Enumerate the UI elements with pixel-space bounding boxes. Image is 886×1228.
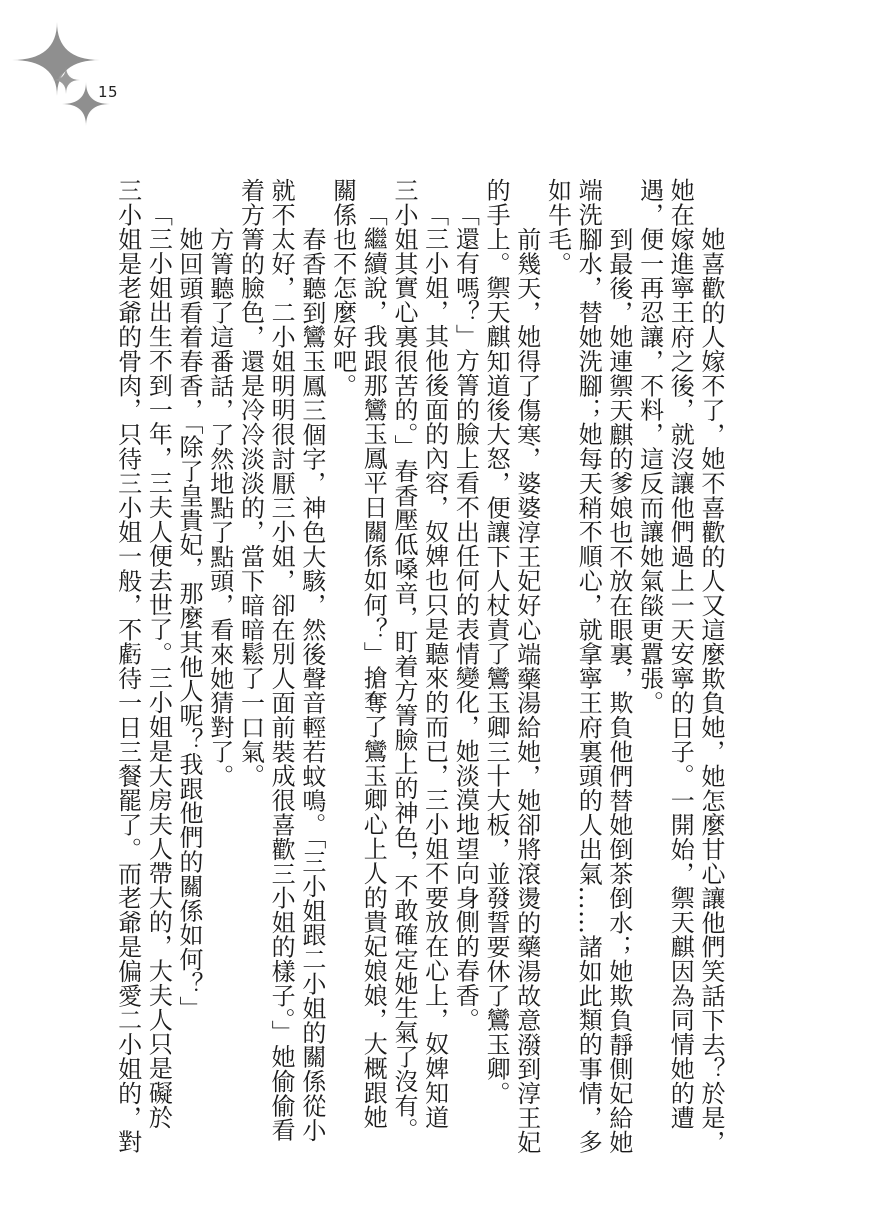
text-column: 她喜歡的人嫁不了，她不喜歡的人又這麼欺負她，她怎麼甘心讓他們笑話下去？於是， xyxy=(697,226,725,1154)
text-column: 「三小姐出生不到一年，三夫人便去世了。三小姐是大房夫人帶大的，大夫人只是礙於 xyxy=(144,202,173,1130)
text-column: 關係也不怎麼好吧。 xyxy=(328,178,357,398)
text-column: 就不太好，二小姐明明很討厭三小姐，卻在別人面前裝成很喜歡三小姐的樣子。」她偷偷看 xyxy=(267,178,296,1142)
text-column: 「繼續說，我跟那鸞玉鳳平日關係如何？」搶奪了鸞玉卿心上人的貴妃娘娘，大概跟她 xyxy=(359,202,388,1130)
body-text xyxy=(112,178,726,1178)
text-column: 遇，便一再忍讓，不料，這反而讓她氣燄更囂張。 xyxy=(635,178,664,715)
text-column: 春香聽到鸞玉鳳三個字，神色大駭，然後聲音輕若蚊鳴。「三小姐跟二小姐的關係從小 xyxy=(297,226,326,1142)
text-column: 她回頭看着春香，「除了皇貴妃，那麼其他人呢？我跟他們的關係如何？」 xyxy=(175,226,204,1020)
text-column: 的手上。禦天麒知道後大怒，便讓下人杖責了鸞玉卿三十大板，並發誓要休了鸞玉卿。 xyxy=(482,178,511,1106)
text-column: 三小姐其實心裏很苦的。」春香壓低嗓音，盯着方箐臉上的神色，不敢確定她生氣了沒有。 xyxy=(389,178,418,1142)
text-column: 如牛毛。 xyxy=(543,178,572,276)
text-column: 到最後，她連禦天麒的爹娘也不放在眼裏，欺負他們替她倒茶倒水；她欺負靜側妃給她 xyxy=(604,226,633,1154)
page-number: 15 xyxy=(98,83,119,101)
text-column: 「三小姐，其他後面的內容，奴婢也只是聽來的而已，三小姐不要放在心上，奴婢知道 xyxy=(420,202,449,1130)
text-column: 方箐聽了這番話，了然地點了點頭，看來她猜對了。 xyxy=(205,226,234,788)
text-column: 着方箐的臉色，還是冷冷淡淡的，當下暗暗鬆了一口氣。 xyxy=(236,178,265,788)
text-column: 前幾天，她得了傷寒，婆婆淳王妃好心端藥湯給她，她卻將滾燙的藥湯故意潑到淳王妃 xyxy=(512,226,541,1154)
sparkle-decoration-icon xyxy=(0,0,140,140)
text-column: 端洗腳水，替她洗腳；她每天稍不順心，就拿寧王府裏頭的人出氣……諸如此類的事情，多 xyxy=(574,178,603,1154)
text-column: 三小姐是老爺的骨肉，只待三小姐一般，不虧待一日三餐罷了。而老爺是偏愛二小姐的，對 xyxy=(113,178,142,1154)
text-column: 她在嫁進寧王府之後，就沒讓他們過上一天安寧的日子。一開始，禦天麒因為同情她的遭 xyxy=(666,178,695,1130)
text-column: 「還有嗎？」方箐的臉上看不出任何的表情變化，她淡漠地望向身側的春香。 xyxy=(451,202,480,1032)
